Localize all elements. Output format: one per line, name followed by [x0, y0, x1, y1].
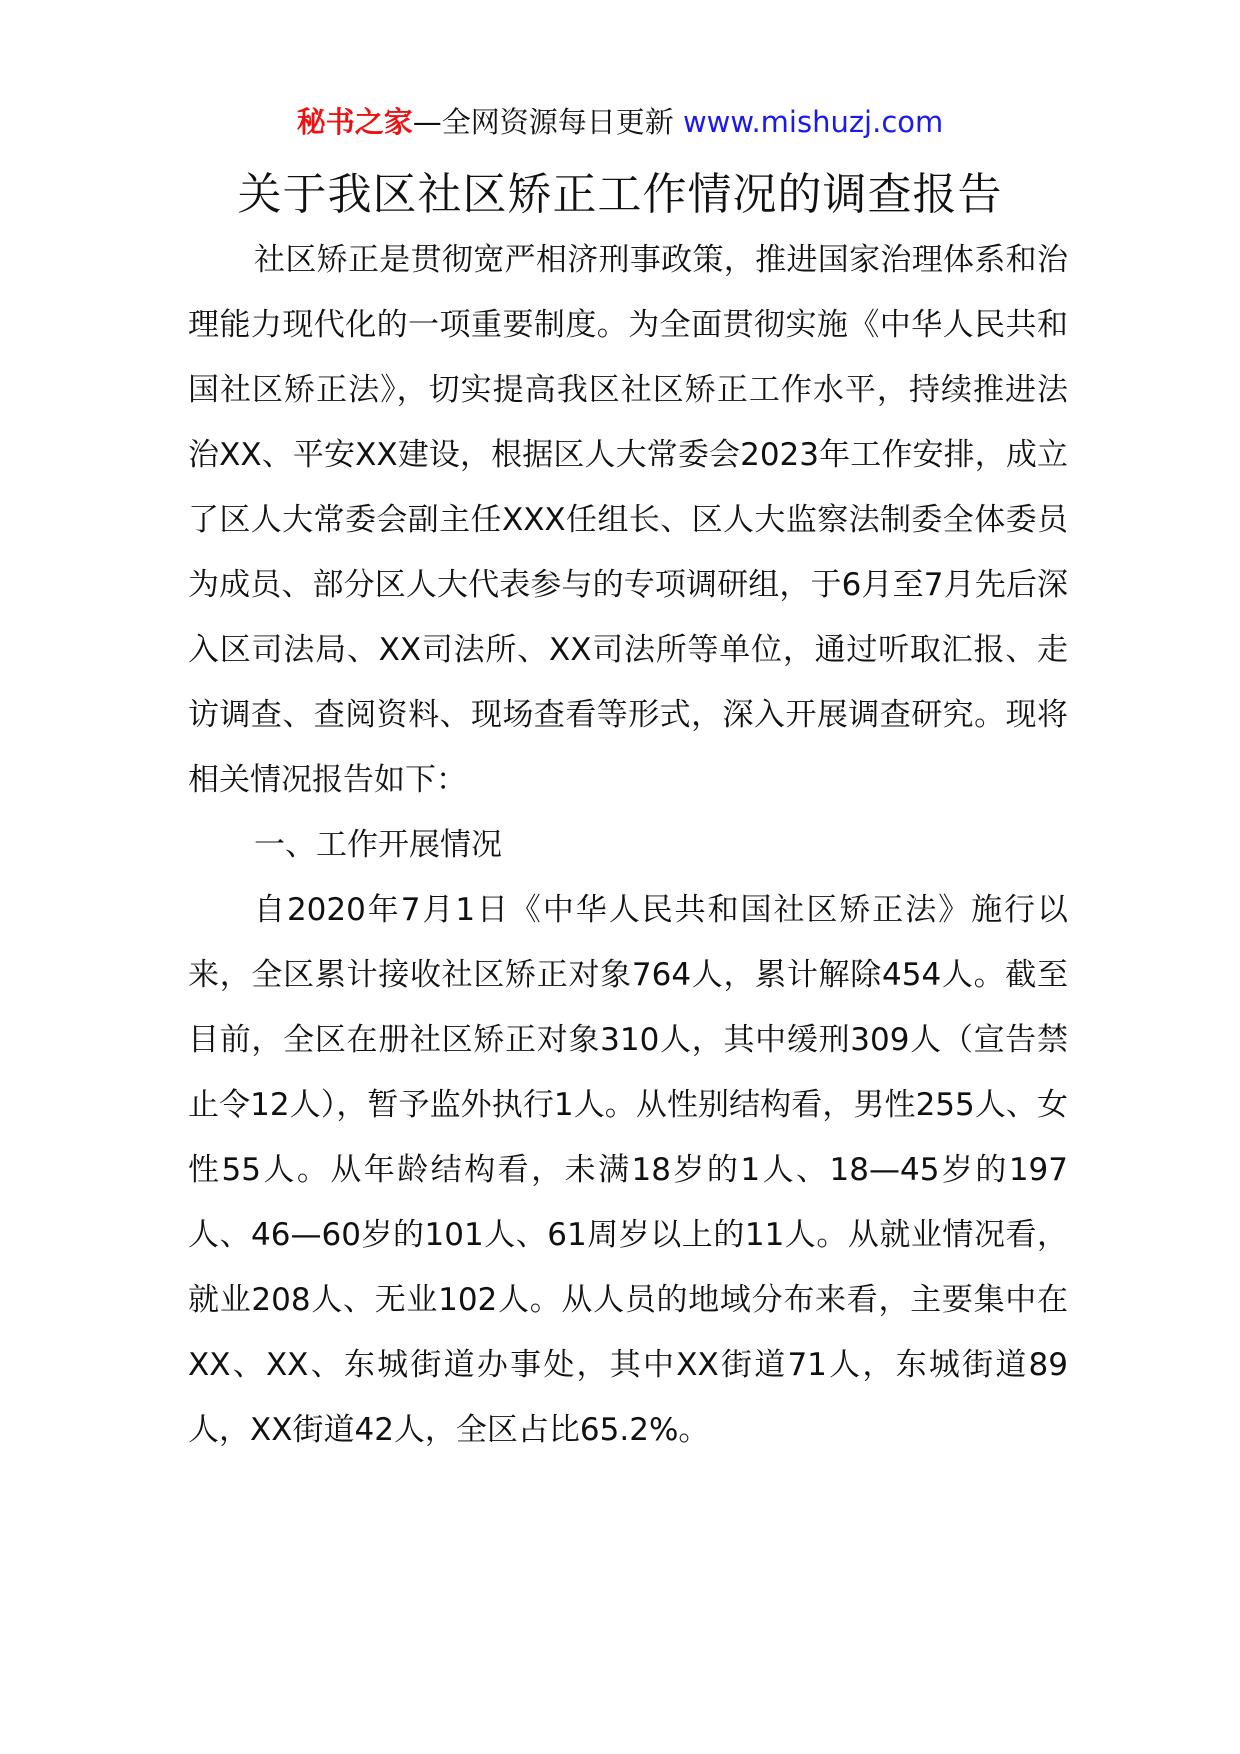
- document-body: [188, 228, 1068, 1463]
- brand-name: 秘书之家: [296, 105, 413, 139]
- document-title: 关于我区社区矫正工作情况的调查报告: [237, 169, 1003, 220]
- site-url[interactable]: www.mishuzj.com: [682, 105, 944, 139]
- intro-paragraph: 社区矫正是贯彻宽严相济刑事政策，推进国家治理体系和治理能力现代化的一项重要制度。为全面贯彻实施《中华人民共和国社区矫正法》，切实提高我区社区矫正工作水平，持续推进法治XX、平安XX建设，根据区人大常委会2023年工作安排，成立了区人大常委会副主任XXX任组长、区人大监察法制委全体委员为成员、部分区人大代表参与的专项调研组，于6月至7月先后深入区司法局、XX司法所、XX司法所等单位，通过听取汇报、走访调查、查阅资料、现场查看等形式，深入开展调查研究。现将相关情况报告如下：: [188, 242, 1068, 798]
- header-tagline: —全网资源每日更新: [412, 105, 674, 139]
- section-heading: 一、工作开展情况: [254, 827, 502, 863]
- statistics-paragraph: 自2020年7月1日《中华人民共和国社区矫正法》施行以来，全区累计接收社区矫正对象764人，累计解除454人。截至目前，全区在册社区矫正对象310人，其中缓刑309人（宣告禁止令12人），暂予监外执行1人。从性别结构看，男性255人、女性55人。从年龄结构看，未满18岁的1人、18—45岁的197人、46—60岁的101人、61周岁以上的11人。从就业情况看，就业208人、无业102人。从人员的地域分布来看，主要集中在XX、XX、东城街道办事处，其中XX街道71人，东城街道89人，XX街道42人，全区占比65.2%。: [188, 892, 1068, 1448]
- site-header: [0, 100, 1240, 144]
